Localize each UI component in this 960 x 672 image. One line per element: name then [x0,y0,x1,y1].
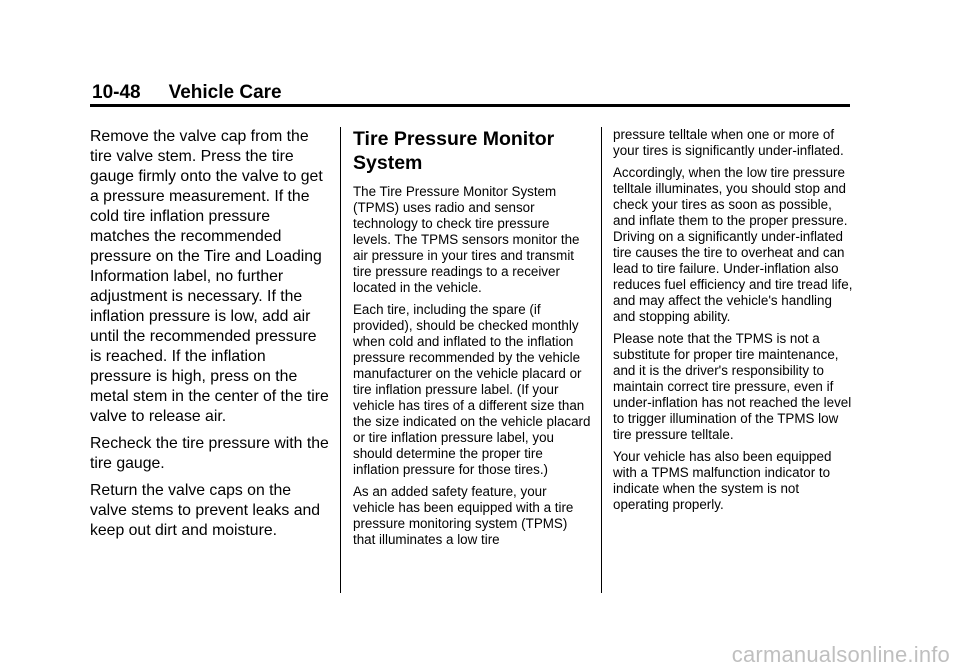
body-paragraph: Please note that the TPMS is not a substitute for proper tire maintenance, and it is the driver's responsibility to maintain correct tire pressure, even if under-inflation has not reached the level to trigger illumination of the TPMS low tire pressure telltale. [613,331,852,442]
body-paragraph: The Tire Pressure Monitor System (TPMS) uses radio and sensor technology to check tire pressure levels. The TPMS sensors monitor the air pressure in your tires and transmit tire pressure readings to a receiver located in the vehicle. [353,184,580,295]
body-paragraph: As an added safety feature, your vehicle has been equipped with a tire pressure monitoring system (TPMS) that illuminates a low tire [353,484,574,547]
section-heading: Tire Pressure Monitor System [353,128,555,174]
section-title: Vehicle Care [168,82,282,103]
column-1 [90,127,330,548]
body-paragraph: Remove the valve cap from the tire valve stem. Press the tire gauge firmly onto the valve to get a pressure measurement. If the cold tire inflation pressure matches the recommended pressure on the Tire and Loading Information label, no further adjustment is necessary. If the inflation pressure is low, add air until the recommended pressure is reached. If the inflation pressure is high, press on the metal stem in the center of the tire valve to release air. [90,128,329,425]
column-divider [340,127,341,593]
page-number: 10-48 [92,82,141,103]
column-2 [353,127,591,554]
body-paragraph: Recheck the tire pressure with the tire gauge. [90,435,329,472]
body-paragraph: pressure telltale when one or more of your tires is significantly under-inflated. [613,127,844,158]
body-paragraph: Your vehicle has also been equipped with a TPMS malfunction indicator to indicate when the system is not operating properly. [613,449,832,512]
body-paragraph: Each tire, including the spare (if provided), should be checked monthly when cold and inflated to the inflation pressure recommended by the vehicle manufacturer on the vehicle placard or tire inflation pressure label. (If your vehicle has tires of a different size than the size indicated on the vehicle placard or tire inflation pressure label, you should determine the proper tire inflation pressure for those tires.) [353,302,591,477]
header-rule [90,104,850,107]
body-paragraph: Return the valve caps on the valve stems to prevent leaks and keep out dirt and moisture. [90,482,321,539]
body-paragraph: Accordingly, when the low tire pressure telltale illuminates, you should stop and check your tires as soon as possible, and inflate them to the proper pressure. Driving on a significantly under-inflated tire causes the tire to overheat and can lead to tire failure. Under-inflation also reduces fuel efficiency and tire tread life, and may affect the vehicle's handling and stopping ability. [613,165,853,324]
column-divider [601,127,602,593]
column-3 [613,127,853,519]
page-header [92,82,282,104]
watermark: carmanualsonline.info [731,642,950,667]
